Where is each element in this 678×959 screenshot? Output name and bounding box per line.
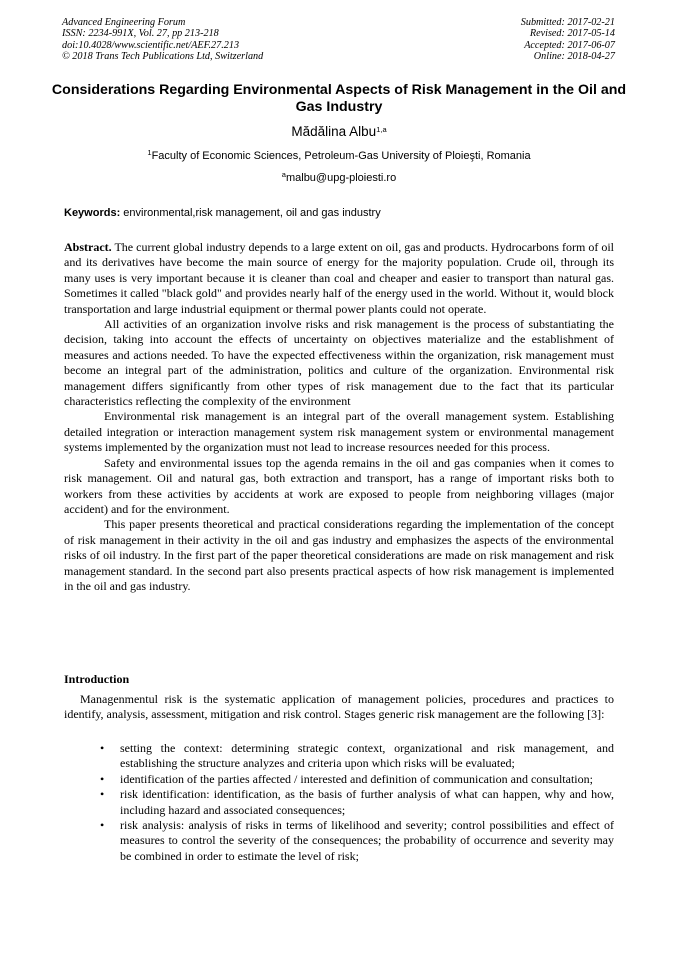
abstract-paragraph: This paper presents theoretical and practical considerations regarding the implementation of the concept of risk management in their activity in the oil and gas industry and emphasizes the aspects of the environmental risks of oil industry. In the first part of the paper theoretical considerations are made on risk management and risk management standard. In the second part also presents practical aspects of how risk management is implemented in the oil and gas industry. [64, 517, 614, 593]
date-submitted: Submitted: 2017-02-21 [520, 17, 615, 28]
author-line [0, 124, 678, 140]
abstract-label: Abstract. [64, 240, 112, 254]
abstract-paragraph: Abstract. The current global industry depends to a large extent on oil, gas and products. Hydrocarbons form of oil and its derivatives have become the main source of energy for the majority population. Crude oil, through its many uses is very important because it is cleaner than coal and cheaper and easier to transport than natural gas. Sometimes it called "black gold" and provides nearly half of the energy used in the world. Without it, would block transportation and large industrial equipment or thermal power plants could not operate. [64, 240, 614, 316]
bullet-marker: • [100, 787, 105, 802]
paper-title: Considerations Regarding Environmental Aspects of Risk Management in the Oil and Gas Industry [51, 82, 627, 115]
date-revised: Revised: 2017-05-14 [529, 28, 615, 40]
bullet-marker: • [100, 741, 105, 755]
email-superscript: a [281, 170, 286, 179]
author-email [0, 171, 678, 185]
bullet-marker: • [100, 818, 105, 833]
abstract-paragraph: All activities of an organization involve risks and risk management is the process of substantiating the decision, taking into account the effects of uncertainty on objectives materialize and the establishment of measures and actions needed. To have the expected effectiveness within the organization, risk management must become an integral part of the administration, politics and culture of the organization. Environmental risk management differs significantly from other types of risk management due to the fact that its particular characteristics reflecting the complexity of the environment [64, 317, 614, 409]
date-online: Online: 2018-04-27 [533, 51, 615, 63]
journal-copyright: © 2018 Trans Tech Publications Ltd, Switzerland [62, 51, 264, 63]
list-item-text: setting the context: determining strategic context, organizational and risk management, and establishing the structure analyzes and criteria upon which risks will be evaluated; [120, 741, 614, 771]
journal-issn: ISSN: 2234-991X, Vol. 27, pp 213-218 [62, 28, 219, 40]
author-superscript: 1,a [376, 125, 387, 134]
list-item [64, 772, 614, 787]
affiliation-text: Faculty of Economic Sciences, Petroleum-Gas University of Ploieşti, Romania [151, 150, 531, 162]
keywords [64, 206, 381, 220]
section-heading-introduction: Introduction [64, 672, 130, 686]
journal-name: Advanced Engineering Forum [62, 17, 186, 28]
abstract [64, 240, 614, 594]
introduction-paragraph: Managenmentul risk is the systematic application of management policies, procedures and practices to identify, analysis, assessment, mitigation and risk control. Stages generic risk management are the following [3]: [64, 692, 614, 722]
list-item-text: risk identification: identification, as the basis of further analysis of what can happen, why and how, including hazard and associated consequences; [120, 787, 614, 817]
journal-header-right [521, 17, 615, 63]
author-name: Mădălina Albu [291, 124, 377, 139]
introduction-body [64, 692, 614, 723]
affiliation [0, 149, 678, 163]
keywords-text: environmental,risk management, oil and gas industry [120, 207, 381, 219]
list-item [64, 787, 614, 818]
journal-header-left [62, 17, 263, 63]
date-accepted: Accepted: 2017-06-07 [524, 39, 615, 51]
journal-doi: doi:10.4028/www.scientific.net/AEF.27.213 [62, 39, 240, 51]
affiliation-superscript: 1 [147, 148, 152, 157]
email-text[interactable]: malbu@upg-ploiesti.ro [285, 172, 397, 184]
abstract-paragraph: Environmental risk management is an integral part of the overall management system. Establishing detailed integration or interaction management system risk management system or environmental management systems implemented by the organization must not lead to increase resources needed for this process. [64, 409, 614, 455]
list-item-text: risk analysis: analysis of risks in terms of likelihood and severity; control possibilities and effect of measures to control the severity of the consequences; the probability of occurrence and severity may be combined in order to estimate the level of risk; [120, 818, 614, 863]
bullet-marker: • [100, 771, 105, 786]
keywords-label: Keywords: [64, 207, 121, 219]
list-item [64, 741, 614, 772]
list-item-text: identification of the parties affected / interested and definition of communication and consultation; [120, 771, 593, 786]
risk-management-stages-list [64, 741, 614, 864]
abstract-paragraph: Safety and environmental issues top the agenda remains in the oil and gas companies when it comes to risk management. Oil and natural gas, both extraction and transport, has a range of important risks both to workers from these activities by accidents at work are exposed to people from neighboring villages (major accident) and for the environment. [64, 455, 614, 516]
list-item [64, 818, 614, 864]
